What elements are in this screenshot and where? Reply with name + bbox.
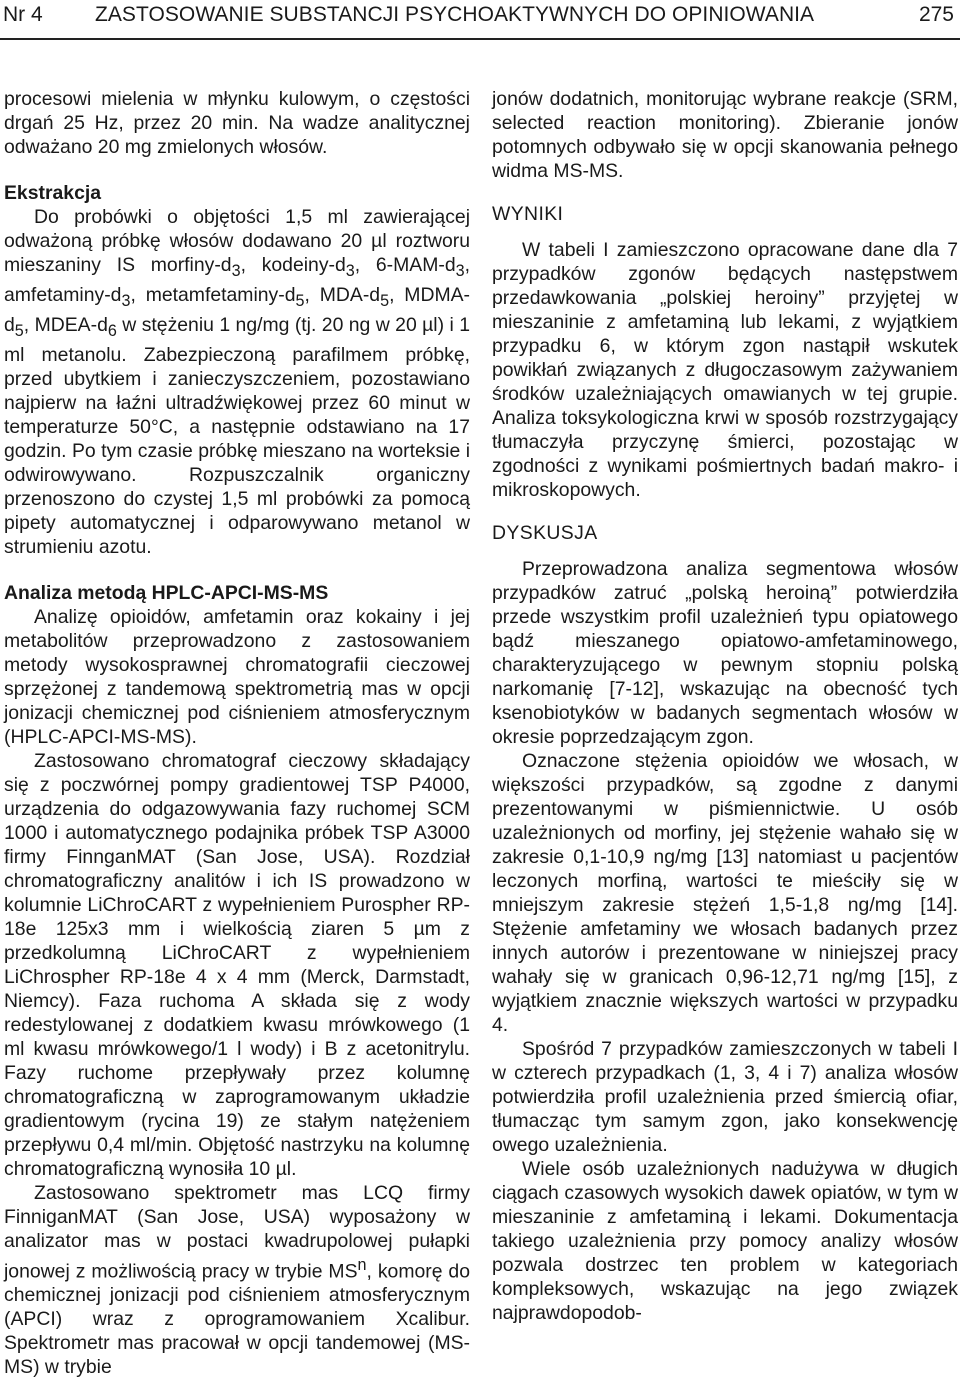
superscript: n: [357, 1255, 367, 1274]
discussion-paragraph-2: Oznaczone stężenia opioidów we włosach, w większości przypadków, są zgodne z danymi prezentowanymi w piśmiennictwie. U osób uzależnionych od morfiny, jej stężenie wahało się w zakresie 0,1-10,9 ng/mg [13] natomiast u pacjentów leczonych morfiną, wartości te mieściły się w mniejszym zakresie stężeń 1,5-1,8 ng/mg [14]. Stężenie amfetaminy we włosach badanych przez innych autorów i prezentowane w niniejszej pracy wahały się w granicach 0,96-12,71 ng/mg [15], z wyjątkiem znacznie większych wartości w przypadku 4.: [492, 750, 958, 1036]
section-heading-hplc: Analiza metodą HPLC-APCI-MS-MS: [4, 581, 329, 604]
extraction-text-h: , MDEA-d: [23, 313, 108, 336]
header-rule: [0, 38, 960, 40]
extraction-text-c: , 6-MAM-d: [354, 254, 456, 276]
subscript: 5: [14, 321, 24, 340]
extraction-paragraph: [4, 205, 470, 559]
subscript: 6: [107, 321, 117, 340]
hplc-text-a: Zastosowano spektrometr mas LCQ firmy FinniganMAT (San Jose, USA) wyposażony w analizator mas w postaci kwadrupolowej pułapki jonowej z możliwością pracy w trybie MS: [4, 1181, 470, 1283]
subscript: 3: [121, 291, 131, 310]
extraction-text-g: , MDMA-d: [4, 283, 471, 336]
section-heading-results: WYNIKI: [492, 203, 564, 225]
page-number: 275: [918, 3, 954, 26]
running-header: [0, 0, 960, 40]
hplc-paragraph-2: Zastosowano chromatograf cieczowy składający się z poczwórnej pompy gradientowej TSP P4000, urządzenia do odgazowywania fazy ruchomej SCM 1000 i automatycznego podajnika próbek TSP A3000 firmy FinnganMAT (San Jose, USA). Rozdział chromatograficzny analitów i ich IS prowadzono w kolumnie LiChroCART z wypełnieniem Purospher RP-18e 125x3 mm i wielkością ziaren 5 µm z przedkolumną LiChroCART z wypełnieniem LiChrospher RP-18e 4 x 4 mm (Merck, Darmstadt, Niemcy). Faza ruchoma A składa się z wody redestylowanej z dodatkiem kwasu mrówkowego (1 ml kwasu mrówkowego/1 l wody) i B z acetonitrylu. Fazy ruchome przepływały przez kolumnę chromatograficzną w zaprogramowanym układzie gradientowym (rycina 19) ze stałym natężeniem przepływu 0,4 ml/min. Objętość nastrzyku na kolumnę chromatograficzną wynosiła 10 µl.: [4, 749, 470, 1180]
hplc-text-b: , komorę do chemicznej jonizacji pod ciśnieniem atmosferycznym (APCI) wraz z oprogramowaniem Xcalibur. Spektrometr mas pracował w opcji tandemowej (MS-MS) w trybie: [4, 1260, 471, 1379]
subscript: 3: [231, 261, 241, 280]
journal-title: ZASTOSOWANIE SUBSTANCJI PSYCHOAKTYWNYCH DO OPINIOWANIA: [95, 3, 815, 26]
discussion-paragraph-3: Spośród 7 przypadków zamieszczonych w tabeli I w czterech przypadkach (1, 3, 4 i 7) analiza włosów potwierdziła profil uzależnienia przed śmiercią ofiar, tłumacząc tym samym zgon, jako konsekwencję owego uzależnienia.: [492, 1038, 958, 1156]
issue-number: Nr 4: [3, 3, 43, 26]
intro-paragraph-right: jonów dodatnich, monitorując wybrane reakcje (SRM, selected reaction monitoring). Zbieranie jonów potomnych odbywało się w opcji skanowania pełnego widma MS-MS.: [492, 88, 958, 182]
discussion-paragraph-4: Wiele osób uzależnionych nadużywa w długich ciągach czasowych wysokich dawek opiatów, w tym w mieszaninie z amfetaminą i lekami. Dokumentacja takiego uzależnienia przy pomocy analizy włosów pozwala dostrzec ten problem w kategoriach kompleksowych, wskazując na jego związek najprawdopodob-: [492, 1158, 958, 1324]
subscript: 3: [455, 261, 465, 280]
right-column: [492, 87, 958, 1325]
results-paragraph: W tabeli I zamieszczono opracowane dane dla 7 przypadków zgonów będących następstwem przedawkowania „polskiej heroiny” przyjętej w mieszaninie z amfetaminą lub lekami, z wyjątkiem przypadku 6, w którym zgon nastąpił wskutek powikłań związanych z długoczasowym zażywaniem środków uzależniających omawianych w tej grupie. Analiza toksykologiczna krwi w sposób rozstrzygający tłumaczyła przyczynę śmierci, pozostając w zgodności z wynikami pośmiertnych badań makro- i mikroskopowych.: [492, 239, 958, 501]
left-column: [4, 87, 470, 1379]
subscript: 5: [380, 291, 390, 310]
extraction-text-i: w stężeniu 1 ng/mg (tj. 20 ng w 20 µl) i 1 ml metanolu. Zabezpieczoną parafilmem próbkę, przed ubytkiem i zanieczyszczeniem, pozostawiano najpierw na łaźni ultradźwiękowej przez 60 minut w temperaturze 50°C, a następnie odstawiano na 17 godzin. Po tym czasie próbkę mieszano na worteksie i odwirowywano. Rozpuszczalnik organiczny przenoszono do czystej 1,5 ml probówki za pomocą pipety automatycznej i odparowywano metanol w strumieniu azotu.: [4, 313, 470, 558]
intro-paragraph: procesowi mielenia w młynku kulowym, o częstości drgań 25 Hz, przez 20 min. Na wadze analitycznej odważano 20 mg zmielonych włosów.: [4, 88, 470, 158]
subscript: 3: [345, 261, 355, 280]
discussion-paragraph-1: Przeprowadzona analiza segmentowa włosów przypadków zatruć „polską heroiną” potwierdziła przede wszystkim profil uzależnień typu opiatowego bądź mieszanego opiatowo-amfetaminowego, charakteryzującego w pewnym stopniu polską narkomanię [7-12], wskazując na obecność tych ksenobiotyków w badanych segmentach włosów w okresie poprzedzającym zgon.: [492, 558, 958, 748]
section-heading-discussion: DYSKUSJA: [492, 522, 598, 544]
hplc-paragraph-1: Analizę opioidów, amfetamin oraz kokainy i jej metabolitów przeprowadzono z zastosowaniem metody wysokosprawnej chromatografii cieczowej sprzężonej z tandemową spektrometrią mas w opcji jonizacji chemicznej pod ciśnieniem atmosferycznym (HPLC-APCI-MS-MS).: [4, 605, 470, 748]
section-heading-extraction: Ekstrakcja: [4, 182, 102, 204]
extraction-text-e: , metamfetaminy-d: [130, 283, 296, 306]
extraction-text-a: Do probówki o objętości 1,5 ml zawierającej odważoną próbkę włosów dodawano 20 µl roztworu mieszaniny IS morfiny-d: [4, 206, 470, 276]
hplc-paragraph-3: [4, 1181, 470, 1379]
extraction-text-f: , MDA-d: [304, 283, 381, 306]
extraction-text-d: , amfetaminy-d: [4, 254, 470, 306]
subscript: 5: [295, 291, 305, 310]
extraction-text-b: , kodeiny-d: [240, 254, 346, 276]
